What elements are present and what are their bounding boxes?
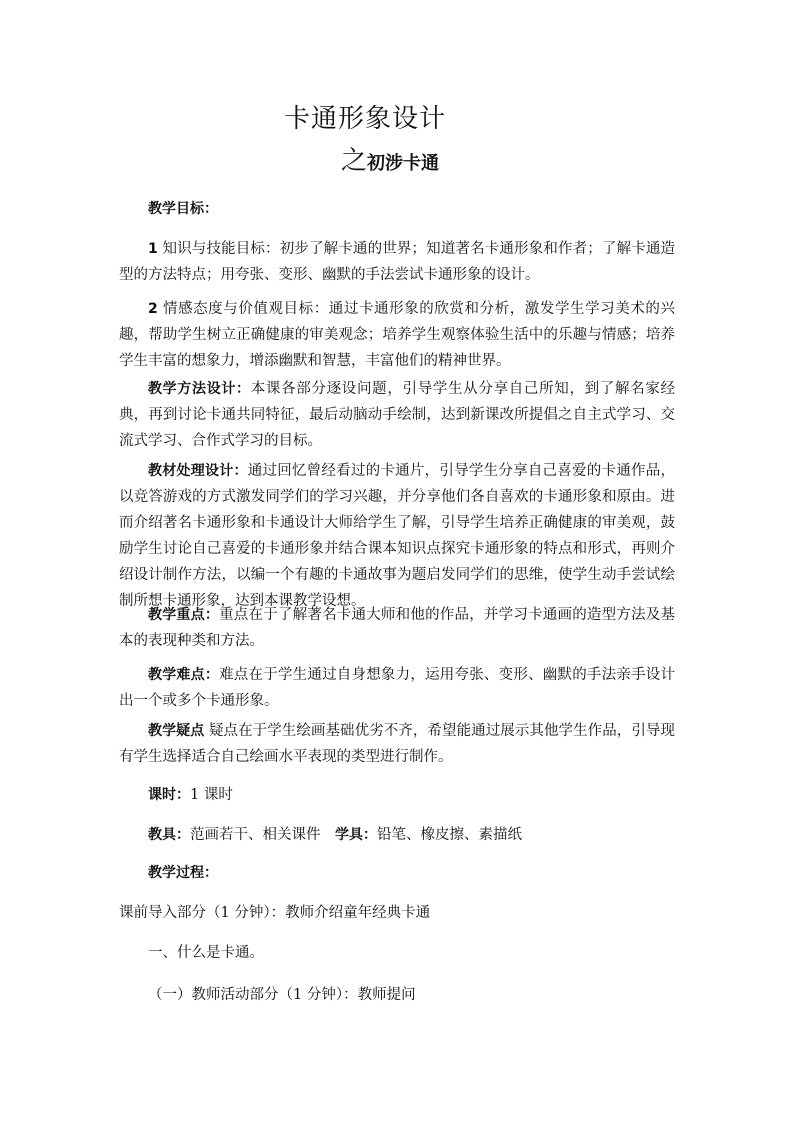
process-heading: 教学过程： (148, 865, 218, 881)
difficulty-label: 教学难点： (148, 667, 220, 683)
goal-1-paragraph (119, 236, 675, 288)
intro-line: 课前导入部分（1 分钟）：教师介绍童年经典卡通 (119, 905, 431, 921)
key-label: 教学重点： (148, 607, 220, 623)
goals-heading: 教学目标： (148, 201, 218, 217)
material-text: 通过回忆曾经看过的卡通片，引导学生分享自己喜爱的卡通作品，以竞答游戏的方式激发同学们的学习兴趣，并分享他们各自喜欢的卡通形象和原由。进而介绍著名卡通形象和卡通设计大师给学生了解，引导学生培养正确健康的审美观，鼓励学生讨论自己喜爱的卡通形象并结合课本知识点探究卡通形象的特点和形式，再则介绍设计制作方法，以编一个有趣的卡通故事为题启发同学们的思维，使学生动手尝试绘制所想卡通形象，达到本课教学设想。 (119, 463, 676, 609)
material-label: 教材处理设计： (148, 463, 248, 479)
material-paragraph (119, 458, 675, 614)
tools-text: 范画若干、相关课件 (190, 827, 335, 843)
document-subtitle (341, 144, 439, 181)
item-1-sub-line: （一）教师活动部分（1 分钟）：教师提问 (148, 987, 416, 1003)
goal-1-text: 知识与技能目标：初步了解卡通的世界；知道著名卡通形象和作者；了解卡通造型的方法特点；用夸张、变形、幽默的手法尝试卡通形象的设计。 (119, 241, 676, 283)
method-text: 本课各部分逐设问题，引导学生从分享自己所知，到了解名家经典，再到讨论卡通共同特征，最后动脑动手绘制，达到新课改所提倡之自主式学习、交流式学习、合作式学习的目标。 (119, 381, 676, 449)
hours-text: 1 课时 (190, 787, 233, 803)
key-paragraph (119, 602, 675, 654)
item-1-line: 一、什么是卡通。 (148, 945, 264, 961)
method-paragraph (119, 376, 675, 454)
goal-1-number: 1 (148, 241, 158, 257)
hours-paragraph (119, 782, 675, 808)
subtitle-prefix: 之 (341, 146, 368, 176)
doubt-text: 疑点在于学生绘画基础优劣不齐，希望能通过展示其他学生作品，引导现有学生选择适合自己绘画水平表现的类型进行制作。 (119, 723, 675, 765)
key-text: 重点在于了解著名卡通大师和他的作品，并学习卡通画的造型方法及基本的表现种类和方法。 (119, 607, 676, 649)
difficulty-paragraph (119, 662, 675, 714)
student-tools-label: 学具： (335, 827, 377, 843)
student-tools-text: 铅笔、橡皮擦、素描纸 (377, 827, 522, 843)
doubt-paragraph (119, 718, 675, 770)
document-title: 卡通形象设计 (284, 104, 447, 134)
goal-2-paragraph (119, 296, 675, 374)
difficulty-text: 难点在于学生通过自身想象力，运用夸张、变形、幽默的手法亲手设计出一个或多个卡通形象。 (119, 667, 676, 709)
method-label: 教学方法设计： (148, 381, 251, 397)
tools-paragraph (119, 822, 675, 848)
subtitle-text: 初涉卡通 (367, 153, 440, 174)
tools-label: 教具： (148, 827, 190, 843)
goal-2-text: 情感态度与价值观目标：通过卡通形象的欣赏和分析，激发学生学习美术的兴趣，帮助学生树立正确健康的审美观念；培养学生观察体验生活中的乐趣与情感；培养学生丰富的想象力，增添幽默和智慧，丰富他们的精神世界。 (119, 301, 675, 369)
doubt-label: 教学疑点 (148, 723, 205, 739)
hours-label: 课时： (148, 787, 190, 803)
goal-2-number: 2 (148, 301, 158, 317)
